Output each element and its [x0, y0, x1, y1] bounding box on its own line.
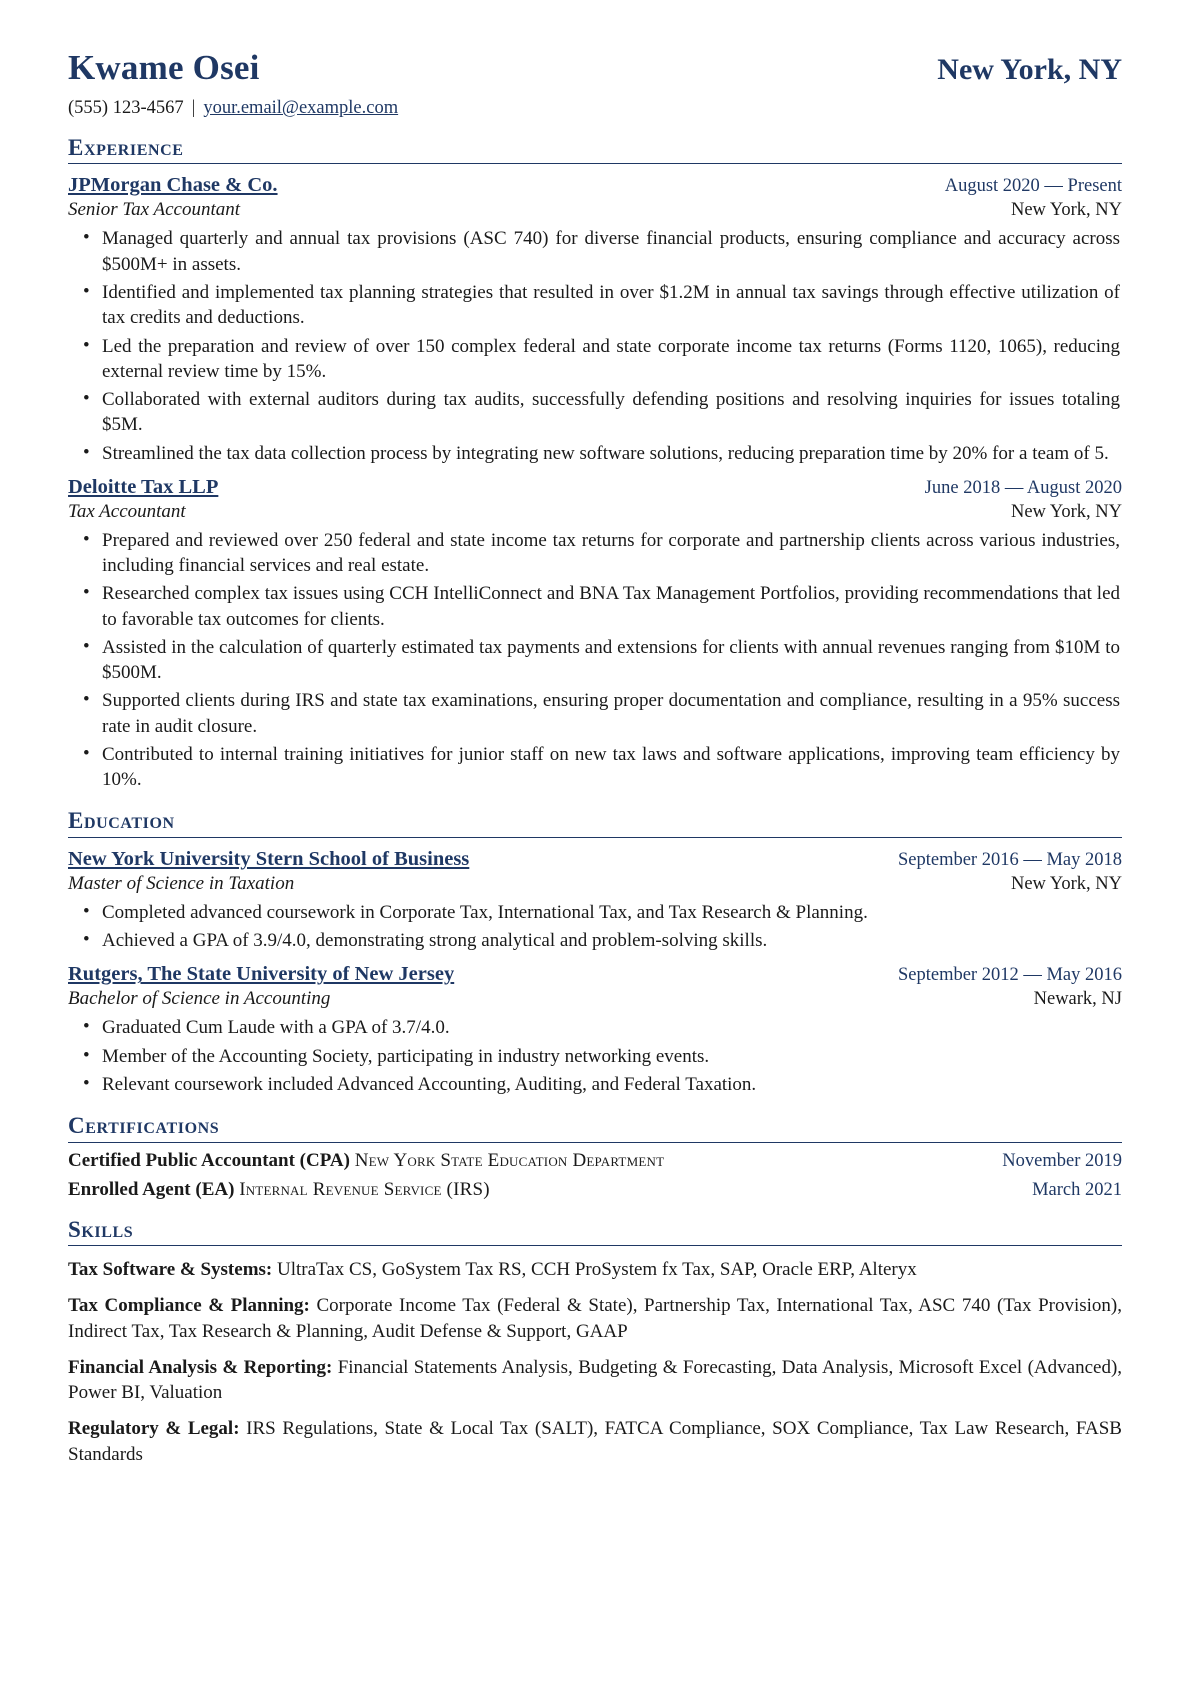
email-link[interactable]: your.email@example.com — [203, 98, 399, 118]
section-title-experience: Experience — [68, 135, 1122, 164]
entry-subheader — [68, 199, 1122, 221]
job-title: Senior Tax Accountant — [68, 199, 241, 221]
phone-number: (555) 123-4567 — [68, 98, 184, 118]
candidate-location: New York, NY — [937, 53, 1122, 86]
entry-header — [68, 848, 1122, 871]
degree-title: Bachelor of Science in Accounting — [68, 988, 331, 1010]
school-name[interactable]: Rutgers, The State University of New Jersey — [68, 963, 455, 986]
job-title: Tax Accountant — [68, 500, 186, 522]
skill-group — [68, 1355, 1122, 1406]
list-item: • Graduated Cum Laude with a GPA of 3.7/4.0. — [102, 1015, 1122, 1040]
education-entry — [68, 848, 1122, 954]
list-item: • Collaborated with external auditors during tax audits, successfully defending positions and resolving inquiries for issues totaling $5M. — [102, 387, 1122, 438]
education-entry — [68, 963, 1122, 1097]
section-title-education: Education — [68, 808, 1122, 837]
certification-name: Certified Public Accountant (CPA) — [68, 1149, 350, 1171]
list-item: • Led the preparation and review of over 150 complex federal and state corporate income tax returns (Forms 1120, 1065), reducing external review time by 15%. — [102, 334, 1122, 385]
responsibility-list — [68, 528, 1122, 793]
skill-group — [68, 1257, 1122, 1282]
section-title-skills: Skills — [68, 1217, 1122, 1246]
skill-category: Tax Software & Systems: — [68, 1259, 273, 1281]
experience-entry — [68, 174, 1122, 465]
section-title-certifications: Certifications — [68, 1113, 1122, 1142]
skill-category: Tax Compliance & Planning: — [68, 1295, 310, 1317]
skill-items: IRS Regulations, State & Local Tax (SALT), FATCA Compliance, SOX Compliance, Tax Law Research, FASB Standards — [68, 1418, 1122, 1465]
skill-items: UltraTax CS, GoSystem Tax RS, CCH ProSystem fx Tax, SAP, Oracle ERP, Alteryx — [277, 1259, 917, 1281]
skill-category: Regulatory & Legal: — [68, 1418, 240, 1440]
school-location: Newark, NJ — [1033, 989, 1122, 1010]
certification-date: March 2021 — [1032, 1179, 1122, 1200]
study-dates: September 2012 — May 2016 — [897, 965, 1122, 986]
experience-section — [68, 135, 1122, 792]
skills-section — [68, 1217, 1122, 1467]
list-item: • Completed advanced coursework in Corporate Tax, International Tax, and Tax Research & Planning. — [102, 900, 1122, 925]
certification-issuer: New York State Education Department — [354, 1149, 665, 1171]
certification-text — [68, 1179, 490, 1201]
candidate-name: Kwame Osei — [68, 48, 260, 87]
education-detail-list — [68, 900, 1122, 954]
certification-name: Enrolled Agent (EA) — [68, 1178, 235, 1200]
education-section — [68, 808, 1122, 1097]
employment-dates: June 2018 — August 2020 — [924, 477, 1122, 498]
resume-header — [68, 48, 1122, 88]
list-item: • Supported clients during IRS and state tax examinations, ensuring proper documentation and compliance, resulting in a 95% success rate in audit closure. — [102, 688, 1122, 739]
list-item: • Researched complex tax issues using CCH IntelliConnect and BNA Tax Management Portfolios, providing recommendations that led to favorable tax outcomes for clients. — [102, 581, 1122, 632]
list-item: • Managed quarterly and annual tax provisions (ASC 740) for diverse financial products, ensuring compliance and accuracy across $500M+ in assets. — [102, 226, 1122, 277]
list-item: • Member of the Accounting Society, participating in industry networking events. — [102, 1044, 1122, 1069]
entry-subheader — [68, 873, 1122, 895]
certification-issuer: Internal Revenue Service (IRS) — [239, 1178, 490, 1200]
responsibility-list — [68, 226, 1122, 465]
certification-text — [68, 1150, 664, 1172]
list-item: • Streamlined the tax data collection process by integrating new software solutions, reducing preparation time by 20% for a team of 5. — [102, 441, 1122, 466]
education-detail-list — [68, 1015, 1122, 1097]
job-location: New York, NY — [1010, 501, 1122, 522]
list-item: • Relevant coursework included Advanced Accounting, Auditing, and Federal Taxation. — [102, 1072, 1122, 1097]
skill-group — [68, 1416, 1122, 1467]
entry-subheader — [68, 988, 1122, 1010]
certification-row — [68, 1150, 1122, 1172]
certification-row — [68, 1179, 1122, 1201]
contact-separator: | — [191, 98, 196, 118]
entry-header — [68, 963, 1122, 986]
entry-header — [68, 476, 1122, 499]
skill-items: Corporate Income Tax (Federal & State), Partnership Tax, International Tax, ASC 740 (Tax Provision), Indirect Tax, Tax Research & Planning, Audit Defense & Support, GAAP — [68, 1295, 1123, 1342]
degree-title: Master of Science in Taxation — [68, 872, 295, 894]
experience-entry — [68, 476, 1122, 793]
contact-line — [68, 98, 1122, 119]
employer-name[interactable]: Deloitte Tax LLP — [68, 475, 219, 498]
entry-header — [68, 174, 1122, 197]
certification-date: November 2019 — [1002, 1150, 1122, 1171]
list-item: • Assisted in the calculation of quarterly estimated tax payments and extensions for clients with annual revenues ranging from $10M to $500M. — [102, 635, 1122, 686]
job-location: New York, NY — [1010, 200, 1122, 221]
study-dates: September 2016 — May 2018 — [897, 849, 1122, 870]
skill-items: Financial Statements Analysis, Budgeting & Forecasting, Data Analysis, Microsoft Excel (Advanced), Power BI, Valuation — [68, 1356, 1123, 1404]
skill-group — [68, 1293, 1122, 1344]
school-location: New York, NY — [1010, 873, 1122, 894]
list-item: • Contributed to internal training initiatives for junior staff on new tax laws and software applications, improving team efficiency by 10%. — [102, 742, 1122, 793]
employment-dates: August 2020 — Present — [944, 176, 1122, 197]
list-item: • Identified and implemented tax planning strategies that resulted in over $1.2M in annual tax savings through effective utilization of tax credits and deductions. — [102, 280, 1122, 331]
entry-subheader — [68, 501, 1122, 523]
school-name[interactable]: New York University Stern School of Business — [68, 847, 470, 870]
list-item: • Achieved a GPA of 3.9/4.0, demonstrating strong analytical and problem-solving skills. — [102, 928, 1122, 953]
list-item: • Prepared and reviewed over 250 federal and state income tax returns for corporate and partnership clients across various industries, including financial services and real estate. — [102, 528, 1122, 579]
skill-category: Financial Analysis & Reporting: — [68, 1356, 333, 1378]
certifications-section — [68, 1113, 1122, 1200]
employer-name[interactable]: JPMorgan Chase & Co. — [68, 174, 278, 197]
